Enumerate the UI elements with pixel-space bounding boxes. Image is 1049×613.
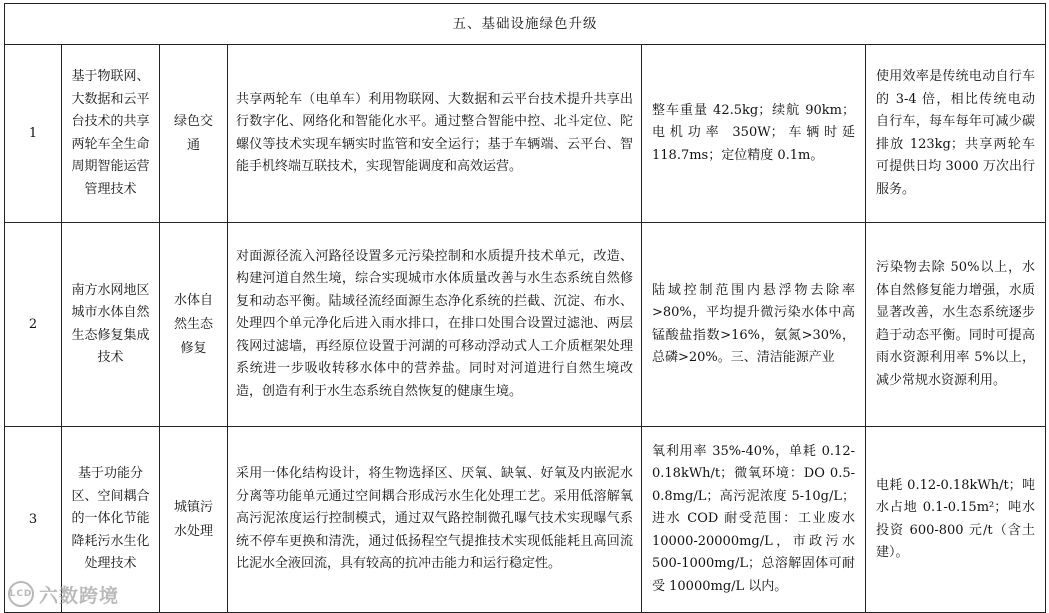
green-infrastructure-table <box>4 3 1046 613</box>
watermark <box>8 580 148 608</box>
category: 城镇污水处理 <box>160 427 228 613</box>
technical-specs: 整车重量 42.5kg；续航 90km；电机功率 350W；车辆时延 118.7ms；定位精度 0.1m。 <box>642 45 866 223</box>
technology-name: 基于功能分区、空间耦合的一体化节能降耗污水生化处理技术 <box>62 427 160 613</box>
application-effect: 电耗 0.12-0.18kWh/t；吨水占地 0.1-0.15m²；吨水投资 600-800 元/t（含土建）。 <box>866 427 1046 613</box>
technology-name: 基于物联网、大数据和云平台技术的共享两轮车全生命周期智能运营管理技术 <box>62 45 160 223</box>
watermark-logo-icon: LCD <box>8 581 34 607</box>
technology-description: 采用一体化结构设计，将生物选择区、厌氧、缺氧、好氧及内嵌泥水分离等功能单元通过空间耦合形成污水生化处理工艺。采用低溶解氧高污泥浓度运行控制模式，通过双气路控制微孔曝气技术实现曝气系统不停车更换和清洗，通过低扬程空气提推技术实现低能耗且高回流比泥水全液回流，具有较高的抗冲击能力和运行稳定性。 <box>228 427 642 613</box>
section-title: 五、基础设施绿色升级 <box>5 4 1046 45</box>
table-row <box>5 223 1046 427</box>
technical-specs: 陆域控制范围内悬浮物去除率>80%，平均提升微污染水体中高锰酸盐指数>16%，氨氮>30%，总磷>20%。三、清洁能源产业 <box>642 223 866 427</box>
technology-description: 共享两轮车（电单车）利用物联网、大数据和云平台技术提升共享出行数字化、网络化和智能化水平。通过整合智能中控、北斗定位、陀螺仪等技术实现车辆实时监管和安全运行；基于车辆端、云平台、智能手机终端互联技术，实现智能调度和高效运营。 <box>228 45 642 223</box>
category: 水体自然生态修复 <box>160 223 228 427</box>
table-row <box>5 45 1046 223</box>
row-number: 3 <box>5 427 62 613</box>
row-number: 2 <box>5 223 62 427</box>
row-number: 1 <box>5 45 62 223</box>
technology-description: 对面源径流入河路径设置多元污染控制和水质提升技术单元，改造、构建河道自然生境，综合实现城市水体质量改善与水生态系统自然修复和动态平衡。陆域径流经面源生态净化系统的拦截、沉淀、布水、处理四个单元净化后进入雨水排口，在排口处围合设置过滤池、两层筏网过滤墙，再经原位设置于河湖的可移动浮动式人工介质框架处理系统进一步吸收转移水体中的营养盐。同时对河道进行自然生境改造，创造有利于水生态系统自然恢复的健康生境。 <box>228 223 642 427</box>
application-effect: 使用效率是传统电动自行车的 3-4 倍，相比传统电动自行车，每车每年可减少碳排放 123kg；共享两轮车可提供日均 3000 万次出行服务。 <box>866 45 1046 223</box>
technology-name: 南方水网地区城市水体自然生态修复集成技术 <box>62 223 160 427</box>
application-effect: 污染物去除 50%以上，水体自然修复能力增强，水质显著改善，水生态系统逐步趋于动态平衡。同时可提高雨水资源利用率 5%以上，减少常规水资源利用。 <box>866 223 1046 427</box>
watermark-text: 六数跨境 <box>39 584 120 607</box>
table-row <box>5 427 1046 613</box>
technical-specs: 氧利用率 35%-40%，单耗 0.12-0.18kWh/t；微氧环境：DO 0.5-0.8mg/L；高污泥浓度 5-10g/L；进水 COD 耐受范围：工业废水 10000-20000mg/L，市政污水 500-1000mg/L；总溶解固体可耐受 10000mg/L 以内。 <box>642 427 866 613</box>
category: 绿色交通 <box>160 45 228 223</box>
